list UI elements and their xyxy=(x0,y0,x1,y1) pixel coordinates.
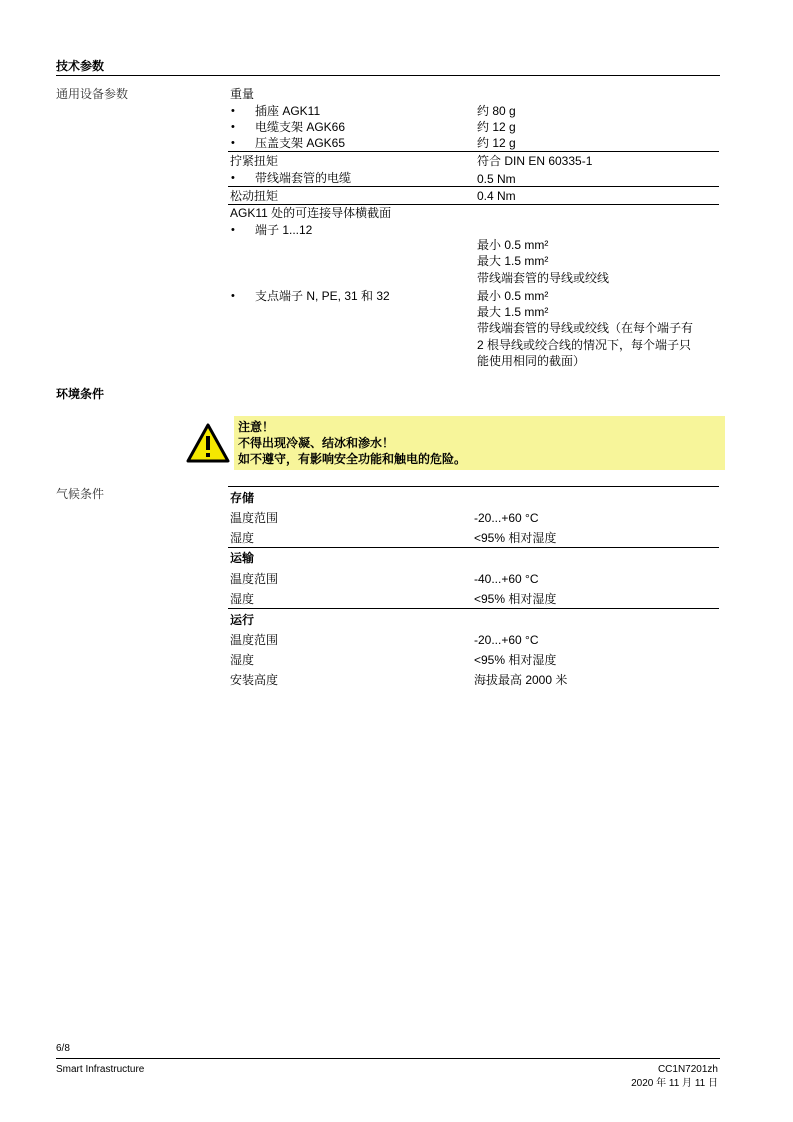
transport-row-value: <95% 相对湿度 xyxy=(474,592,557,606)
storage-row-label: 温度范围 xyxy=(230,511,279,525)
footer-company: Smart Infrastructure xyxy=(56,1064,145,1075)
section-rule xyxy=(228,486,719,487)
row-rule xyxy=(228,186,719,187)
terminal1-value: 带线端套管的导线或绞线 xyxy=(477,271,610,285)
storage-title: 存储 xyxy=(230,491,255,505)
cross-section-label: AGK11 处的可连接导体横截面 xyxy=(230,206,392,220)
weight-item-label: 压盖支架 AGK65 xyxy=(255,136,346,150)
warning-line-2: 如不遵守，有影响安全功能和触电的危险。 xyxy=(238,452,467,466)
torque-value: 符合 DIN EN 60335-1 xyxy=(477,154,593,168)
warning-triangle-icon xyxy=(186,423,230,463)
transport-title: 运输 xyxy=(230,551,255,565)
loosen-label: 松动扭矩 xyxy=(230,189,279,203)
general-params-label: 通用设备参数 xyxy=(56,87,129,101)
terminal2-value: 最大 1.5 mm² xyxy=(477,305,549,319)
page-number: 6/8 xyxy=(56,1043,70,1054)
row-rule xyxy=(228,151,719,152)
transport-row-label: 湿度 xyxy=(230,592,255,606)
terminal2-value: 带线端套管的导线或绞线（在每个端子有 xyxy=(477,321,694,335)
operation-row-value: 海拔最高 2000 米 xyxy=(474,673,568,687)
bullet: • xyxy=(231,224,235,236)
bullet: • xyxy=(231,290,235,302)
climate-label: 气候条件 xyxy=(56,487,105,501)
torque-label: 拧紧扭矩 xyxy=(230,154,279,168)
operation-row-label: 湿度 xyxy=(230,653,255,667)
bullet: • xyxy=(231,137,235,149)
weight-item-label: 插座 AGK11 xyxy=(255,104,321,118)
weight-item-label: 电缆支架 AGK66 xyxy=(255,120,346,134)
cable-label: 带线端套管的电缆 xyxy=(255,171,352,185)
section-heading-env: 环境条件 xyxy=(56,387,105,401)
section-rule xyxy=(228,547,719,548)
footer-rule xyxy=(56,1058,720,1059)
operation-row-value: -20...+60 °C xyxy=(474,633,539,647)
operation-row-label: 安装高度 xyxy=(230,673,279,687)
terminal1-value: 最大 1.5 mm² xyxy=(477,254,549,268)
storage-row-value: -20...+60 °C xyxy=(474,511,539,525)
cable-value: 0.5 Nm xyxy=(477,172,516,186)
operation-row-label: 温度范围 xyxy=(230,633,279,647)
terminal2-label: 支点端子 N, PE, 31 和 32 xyxy=(255,289,390,303)
footer-doc-id: CC1N7201zh xyxy=(657,1064,718,1075)
operation-row-value: <95% 相对湿度 xyxy=(474,653,557,667)
terminal1-value: 最小 0.5 mm² xyxy=(477,238,549,252)
bullet: • xyxy=(231,105,235,117)
operation-title: 运行 xyxy=(230,613,255,627)
warning-title: 注意！ xyxy=(238,420,275,434)
terminal2-value: 2 根导线或绞合线的情况下，每个端子只 xyxy=(477,338,692,352)
weight-item-value: 约 12 g xyxy=(477,136,516,150)
terminal2-value: 最小 0.5 mm² xyxy=(477,289,549,303)
section-rule xyxy=(228,608,719,609)
bullet: • xyxy=(231,172,235,184)
warning-box xyxy=(234,416,725,470)
weight-item-value: 约 80 g xyxy=(477,104,516,118)
footer-date: 2020 年 11 月 11 日 xyxy=(631,1078,718,1089)
weight-item-value: 约 12 g xyxy=(477,120,516,134)
storage-row-value: <95% 相对湿度 xyxy=(474,531,557,545)
warning-line-1: 不得出现冷凝、结冰和渗水！ xyxy=(238,436,395,450)
transport-row-label: 温度范围 xyxy=(230,572,279,586)
loosen-value: 0.4 Nm xyxy=(477,189,516,203)
section-rule xyxy=(56,75,720,76)
bullet: • xyxy=(231,121,235,133)
weight-label: 重量 xyxy=(230,87,255,101)
terminal1-label: 端子 1...12 xyxy=(255,223,313,237)
terminal2-value: 能使用相同的截面） xyxy=(477,354,586,368)
section-heading-tech: 技术参数 xyxy=(56,59,105,73)
transport-row-value: -40...+60 °C xyxy=(474,572,539,586)
storage-row-label: 湿度 xyxy=(230,531,255,545)
